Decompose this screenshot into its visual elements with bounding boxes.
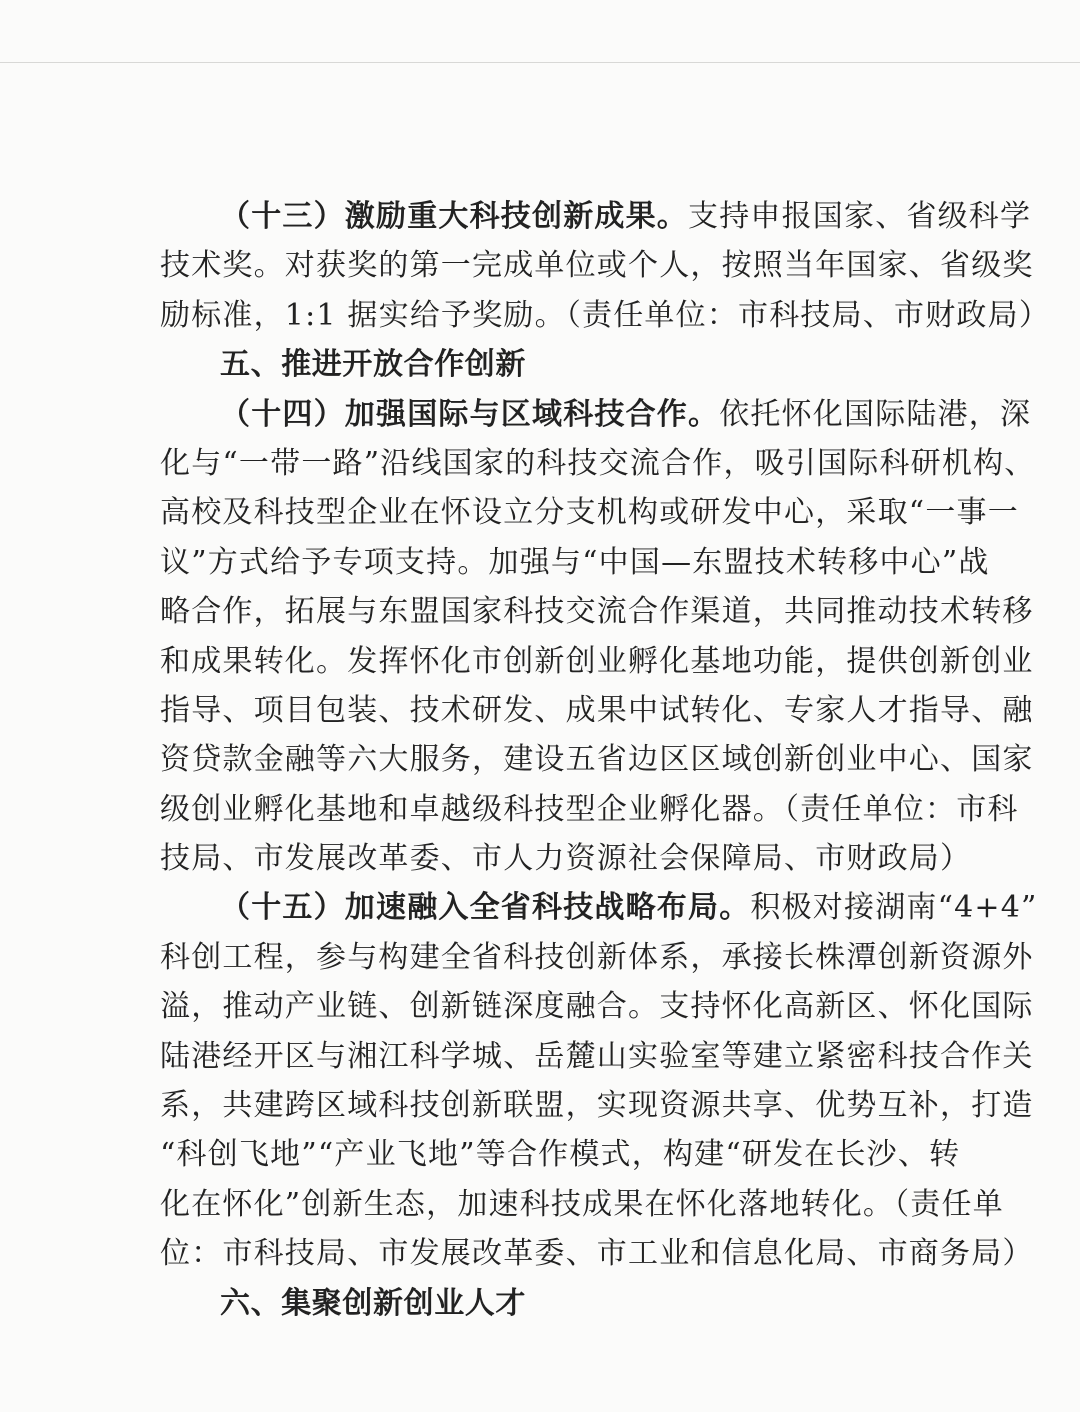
para-14-line-1	[160, 390, 1032, 439]
para-13-title: （十三）激励重大科技创新成果。	[220, 199, 688, 234]
para-14-line: 化与“一带一路”沿线国家的科技交流合作，吸引国际科研机构、	[160, 445, 1036, 481]
para-13-line-1	[160, 192, 1032, 241]
para-15-line: “科创飞地”“产业飞地”等合作模式，构建“研发在长沙、转	[160, 1137, 961, 1173]
para-14-line-1-text: 依托怀化国际陆港，深	[719, 396, 1032, 432]
para-15-line: 化在怀化”创新生态，加速科技成果在怀化落地转化。（责任单	[160, 1186, 1004, 1222]
para-14-title: （十四）加强国际与区域科技合作。	[220, 396, 720, 432]
para-15-line-1	[160, 883, 1038, 932]
para-13-line-2: 技术奖。对获奖的第一完成单位或个人，按照当年国家、省级奖	[160, 248, 1034, 284]
para-14-line: 指导、项目包装、技术研发、成果中试转化、专家人才指导、融	[160, 692, 1034, 728]
para-15-line: 系，共建跨区域科技创新联盟，实现资源共享、优势互补，打造	[160, 1088, 1034, 1124]
para-15-title: （十五）加速融入全省科技战略布局。	[220, 890, 751, 926]
para-15-line: 溢，推动产业链、创新链深度融合。支持怀化高新区、怀化国际	[160, 989, 1034, 1025]
page-top-rule	[0, 62, 1080, 63]
para-13-line-3: 励标准，1:1 据实给予奖励。（责任单位：市科技局、市财政局）	[160, 297, 1051, 333]
para-14-line: 资贷款金融等六大服务，建设五省边区区域创新创业中心、国家	[160, 742, 1034, 778]
document-body	[160, 192, 1051, 1328]
para-15-line: 科创工程，参与构建全省科技创新体系，承接长株潭创新资源外	[160, 939, 1034, 975]
para-15-line: 陆港经开区与湘江科学城、岳麓山实验室等建立紧密科技合作关	[160, 1038, 1034, 1074]
para-14-line: 和成果转化。发挥怀化市创新创业孵化基地功能，提供创新创业	[160, 643, 1034, 679]
para-14-line: 略合作，拓展与东盟国家科技交流合作渠道，共同推动技术转移	[160, 594, 1034, 630]
para-14-line: 议”方式给予专项支持。加强与“中国—东盟技术转移中心”战	[160, 544, 990, 580]
section-heading-6: 六、集聚创新创业人才	[220, 1285, 526, 1321]
para-14-line: 高校及科技型企业在怀设立分支机构或研发中心，采取“一事一	[160, 495, 1019, 531]
para-15-line: 位：市科技局、市发展改革委、市工业和信息化局、市商务局）	[160, 1236, 1034, 1272]
section-heading-5: 五、推进开放合作创新	[220, 347, 526, 383]
para-13-line-1-text: 支持申报国家、省级科学	[688, 199, 1032, 234]
para-14-line: 技局、市发展改革委、市人力资源社会保障局、市财政局）	[160, 841, 972, 877]
para-14-line: 级创业孵化基地和卓越级科技型企业孵化器。（责任单位：市科	[160, 791, 1019, 827]
para-15-line-1-text: 积极对接湖南“4+4”	[750, 890, 1038, 926]
